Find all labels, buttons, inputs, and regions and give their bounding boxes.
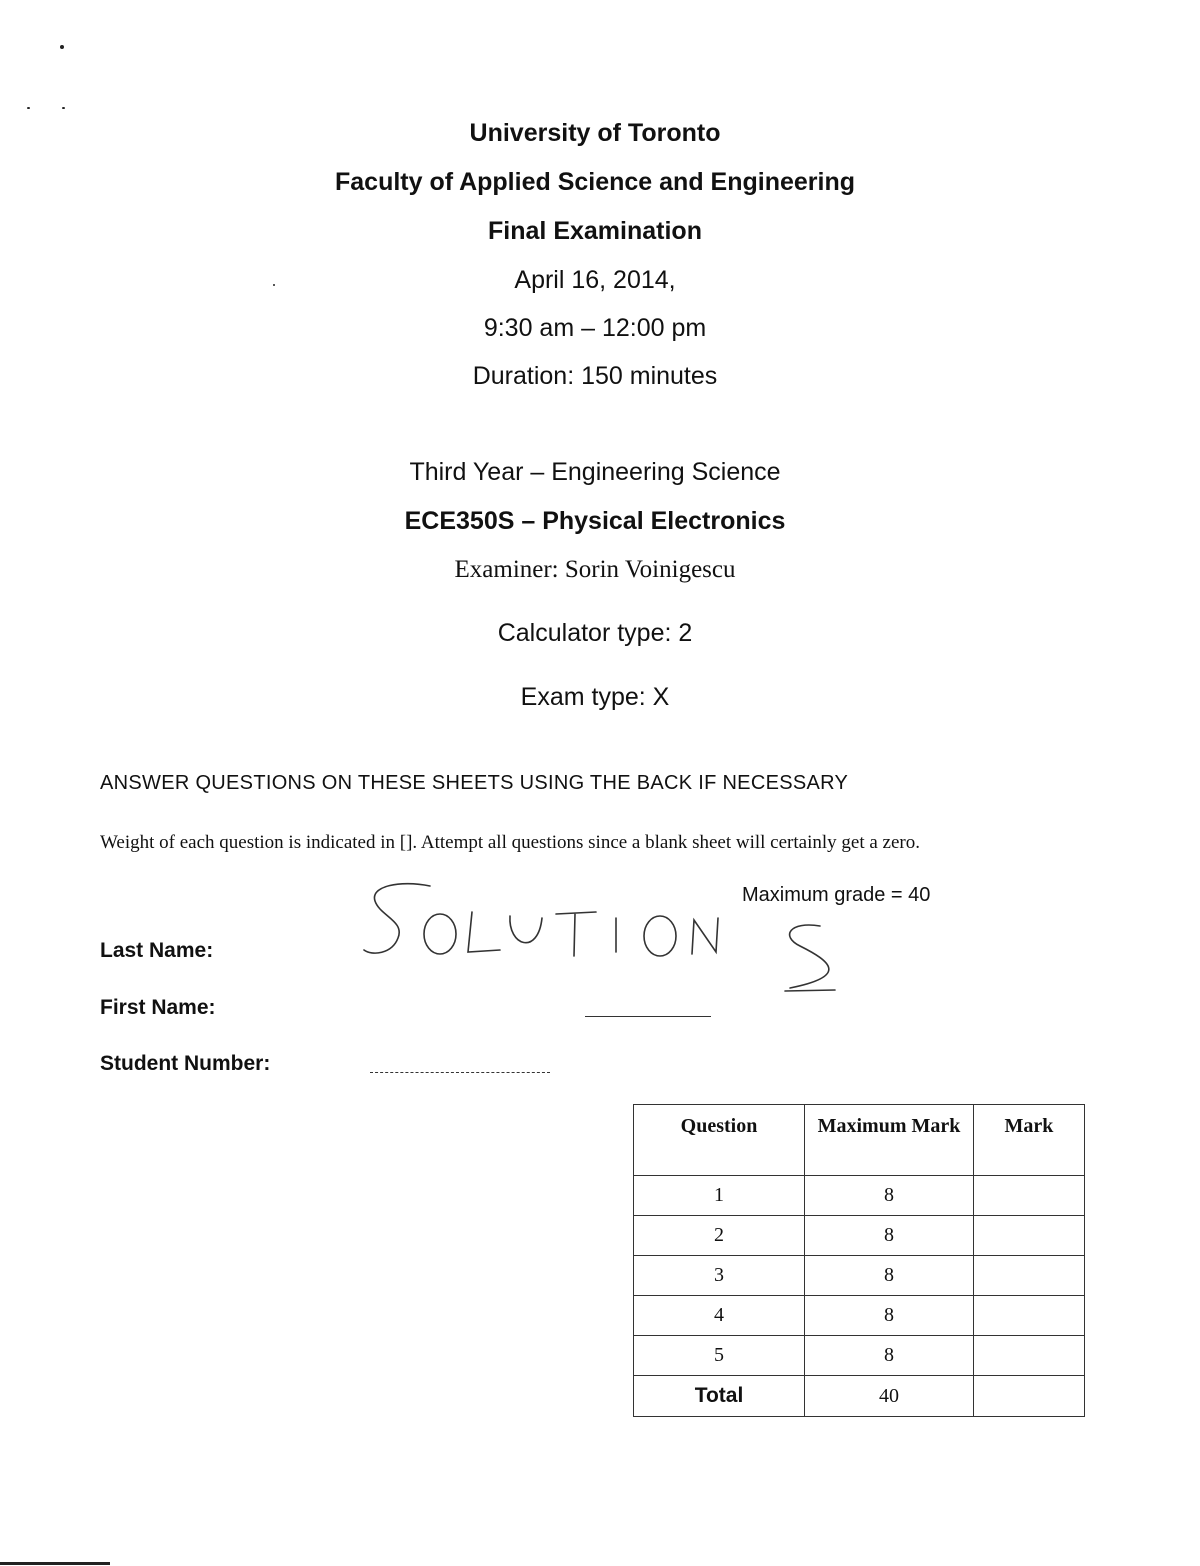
- header-question: Question: [634, 1105, 805, 1176]
- table-row: [634, 1216, 1085, 1256]
- total-label: Total: [634, 1376, 805, 1417]
- first-name-label: First Name:: [100, 996, 216, 1019]
- table-header-row: [634, 1105, 1085, 1176]
- exam-time: 9:30 am – 12:00 pm: [483, 314, 707, 342]
- total-mark-cell[interactable]: [974, 1376, 1085, 1417]
- faculty-name: Faculty of Applied Science and Engineering: [335, 168, 855, 196]
- mark-cell[interactable]: [974, 1256, 1085, 1296]
- mark-cell[interactable]: [974, 1176, 1085, 1216]
- scan-speck: [62, 107, 65, 109]
- mark-cell[interactable]: [974, 1336, 1085, 1376]
- first-name-underline[interactable]: [585, 1016, 711, 1017]
- course-title: ECE350S – Physical Electronics: [404, 507, 786, 535]
- scan-edge-mark: [0, 1562, 110, 1565]
- exam-date: April 16, 2014,: [514, 266, 676, 294]
- table-row: [634, 1336, 1085, 1376]
- maximum-mark: 8: [805, 1216, 974, 1256]
- header-maximum-mark: Maximum Mark: [805, 1105, 974, 1176]
- table-row: [634, 1176, 1085, 1216]
- last-name-handwriting: [360, 876, 860, 996]
- university-name: University of Toronto: [469, 119, 721, 147]
- answer-instructions: ANSWER QUESTIONS ON THESE SHEETS USING THE BACK IF NECESSARY: [100, 772, 849, 794]
- calculator-type: Calculator type: 2: [497, 619, 693, 647]
- student-number-label: Student Number:: [100, 1052, 271, 1075]
- question-number: 1: [634, 1176, 805, 1216]
- table-row: [634, 1296, 1085, 1336]
- maximum-mark: 8: [805, 1256, 974, 1296]
- examiner: Examiner: Sorin Voinigescu: [454, 556, 736, 583]
- mark-cell[interactable]: [974, 1296, 1085, 1336]
- student-number-underline[interactable]: [370, 1072, 550, 1073]
- question-number: 4: [634, 1296, 805, 1336]
- course-year: Third Year – Engineering Science: [409, 458, 781, 486]
- exam-title: Final Examination: [488, 217, 702, 245]
- table-total-row: [634, 1376, 1085, 1417]
- table-row: [634, 1256, 1085, 1296]
- header-mark: Mark: [974, 1105, 1085, 1176]
- mark-cell[interactable]: [974, 1216, 1085, 1256]
- total-maximum-mark: 40: [805, 1376, 974, 1417]
- weight-note: Weight of each question is indicated in []. Attempt all questions since a blank sheet will certainly get a zero.: [100, 832, 920, 853]
- question-number: 2: [634, 1216, 805, 1256]
- solutions-handwriting-icon: [360, 876, 860, 996]
- exam-type: Exam type: X: [520, 683, 670, 711]
- exam-duration: Duration: 150 minutes: [472, 362, 718, 390]
- scan-speck: [27, 107, 30, 109]
- question-number: 3: [634, 1256, 805, 1296]
- scan-speck: [60, 45, 64, 49]
- maximum-mark: 8: [805, 1176, 974, 1216]
- maximum-grade: Maximum grade = 40: [742, 884, 931, 906]
- last-name-label: Last Name:: [100, 939, 214, 962]
- maximum-mark: 8: [805, 1296, 974, 1336]
- question-number: 5: [634, 1336, 805, 1376]
- maximum-mark: 8: [805, 1336, 974, 1376]
- marks-table: [633, 1104, 1085, 1417]
